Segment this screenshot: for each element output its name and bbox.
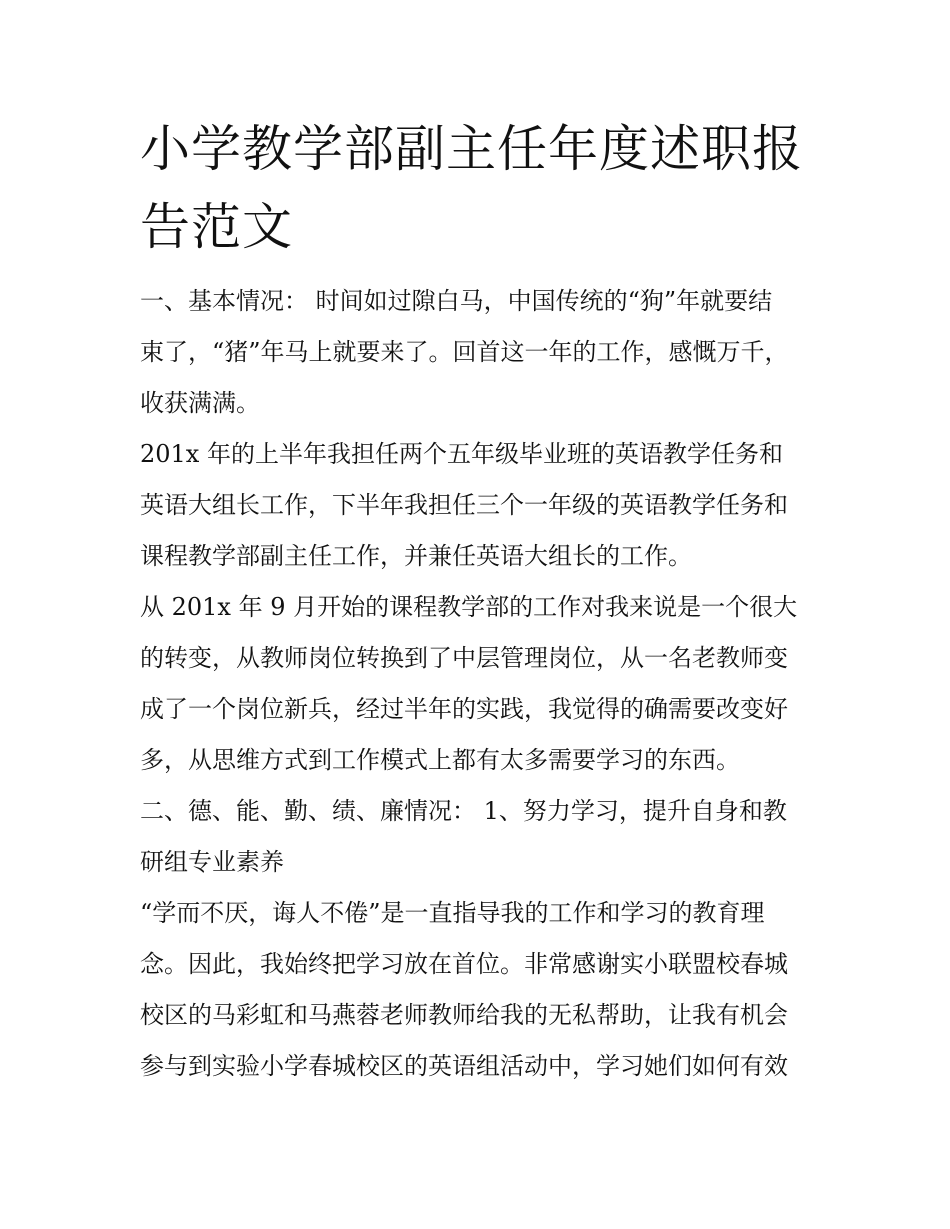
text-line: 念。因此，我始终把学习放在首位。非常感谢实小联盟校春城 xyxy=(140,950,788,978)
paragraph-role-change xyxy=(140,582,820,786)
text-line: 的转变，从教师岗位转换到了中层管理岗位，从一名老教师变 xyxy=(140,644,788,672)
text-line: 收获满满。 xyxy=(140,389,260,417)
text-line: 课程教学部副主任工作，并兼任英语大组长的工作。 xyxy=(140,542,692,570)
title-line: 小学教学部副主任年度述职报 xyxy=(140,120,803,178)
text-line: 参与到实验小学春城校区的英语组活动中，学习她们如何有效 xyxy=(140,1052,788,1080)
document-title xyxy=(140,110,820,266)
text-line: 二、德、能、勤、绩、廉情况： 1、努力学习，提升自身和教 xyxy=(140,797,787,825)
text-line: 研组专业素养 xyxy=(140,848,284,876)
text-line: 201x 年的上半年我担任两个五年级毕业班的英语教学任务和 xyxy=(140,440,783,468)
paragraph-basic-situation xyxy=(140,276,820,429)
text-line: 校区的马彩虹和马燕蓉老师教师给我的无私帮助，让我有机会 xyxy=(140,1001,788,1029)
text-line: “学而不厌，诲人不倦”是一直指导我的工作和学习的教育理 xyxy=(140,899,765,927)
paragraph-section-two-heading xyxy=(140,786,820,888)
text-line: 一、基本情况： 时间如过隙白马，中国传统的“狗”年就要结 xyxy=(140,287,773,315)
paragraph-learning xyxy=(140,888,820,1092)
paragraph-work-duties xyxy=(140,429,820,582)
document-body xyxy=(140,276,820,1092)
text-line: 成了一个岗位新兵，经过半年的实践，我觉得的确需要改变好 xyxy=(140,695,788,723)
title-line: 告范文 xyxy=(140,198,293,256)
text-line: 英语大组长工作，下半年我担任三个一年级的英语教学任务和 xyxy=(140,491,788,519)
text-line: 束了，“猪”年马上就要来了。回首这一年的工作，感慨万千， xyxy=(140,338,789,366)
text-line: 从 201x 年 9 月开始的课程教学部的工作对我来说是一个很大 xyxy=(140,593,798,621)
text-line: 多，从思维方式到工作模式上都有太多需要学习的东西。 xyxy=(140,746,740,774)
